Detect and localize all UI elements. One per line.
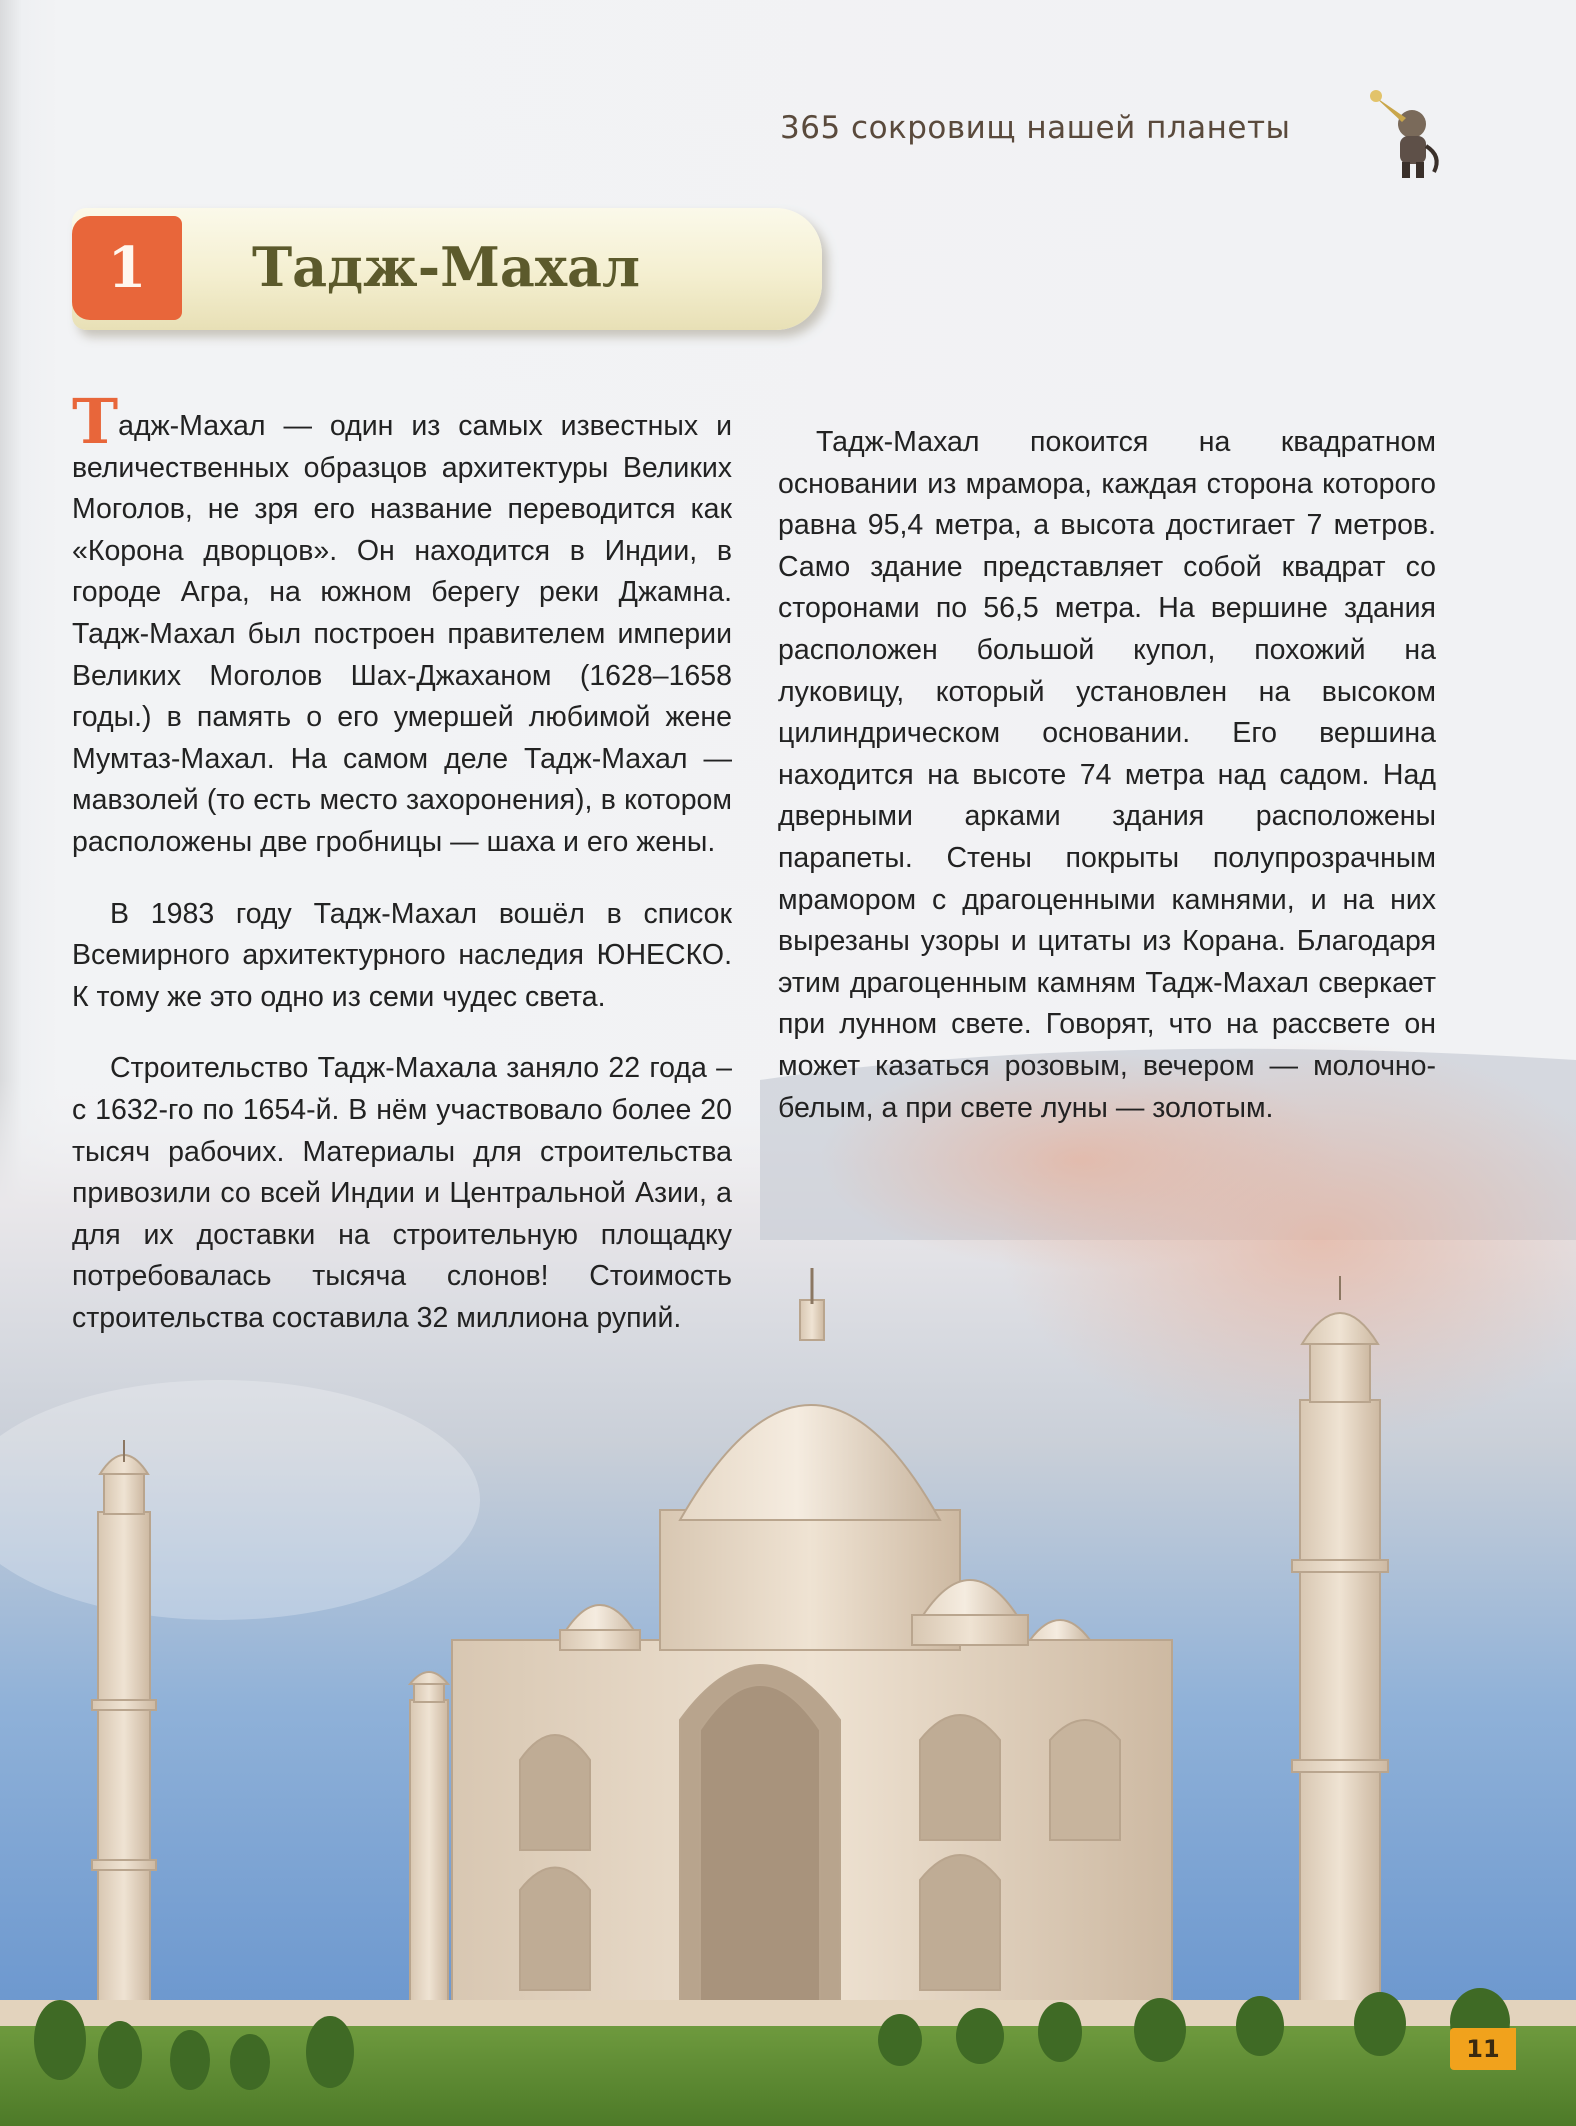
right-column [778, 422, 1436, 1129]
trumpeter-mascot-icon [1370, 86, 1450, 182]
paragraph-text: адж-Махал — один из самых известных и величественных образцов архитектуры Великих Моголов, не зря его название переводится как «Корона дворцов». Он находится в Индии, в городе Агра, на южном берегу реки Джамна. Тадж-Махал был построен правителем империи Великих Моголов Шах-Джаханом (1628–1658 годы.) в память о его умершей любимой жене Мумтаз-Махал. На самом деле Тадж-Махал — мавзолей (то есть место захоронения), в котором расположены две гробницы — шаха и его жены. [72, 410, 732, 858]
minaret-left [92, 1440, 156, 2032]
drop-cap: Т [72, 385, 119, 458]
left-column [72, 385, 732, 1339]
page-number: 11 [1450, 2028, 1516, 2070]
minaret-front-left [410, 1672, 448, 2030]
paragraph: Строительство Тадж-Махала заняло 22 года – с 1632-го по 1654-й. В нём участвовало более 20 тысяч рабочих. Материалы для строительства привозили со всей Индии и Центральной Азии, а для их доставки на строительную площадку потребовалась тысяча слонов! Стоимость строительства составила 32 миллиона рупий. [72, 1052, 732, 1334]
paragraph [72, 385, 732, 864]
chapter-number: 1 [72, 216, 182, 320]
paragraph: В 1983 году Тадж-Махал вошёл в список Всемирного архитектурного наследия ЮНЕСКО. К тому же это одно из семи чудес света. [72, 897, 732, 1013]
plinth [0, 2000, 1576, 2030]
page-title: Тадж-Махал [252, 235, 641, 299]
running-head: 365 сокровищ нашей планеты [780, 110, 1291, 146]
paragraph: Тадж-Махал покоится на квадратном основании из мрамора, каждая сторона которого равна 95,4 метра, а высота достигает 7 метров. Само здание представляет собой квадрат со сторонами по 56,5 метра. На вершине здания расположен большой купол, похожий на луковицу, который установлен на высоком цилиндрическом основании. Его вершина находится на высоте 74 метра над садом. Над дверными арками здания расположены парапеты. Стены покрыты полупрозрачным мрамором с драгоценными камнями, и на них вырезаны узоры и цитаты из Корана. Благодаря этим драгоценным камням Тадж-Махал сверкает при лунном свете. Говорят, что на рассвете он может казаться розовым, вечером — молочно-белым, а при свете луны — золотым. [778, 426, 1436, 1124]
